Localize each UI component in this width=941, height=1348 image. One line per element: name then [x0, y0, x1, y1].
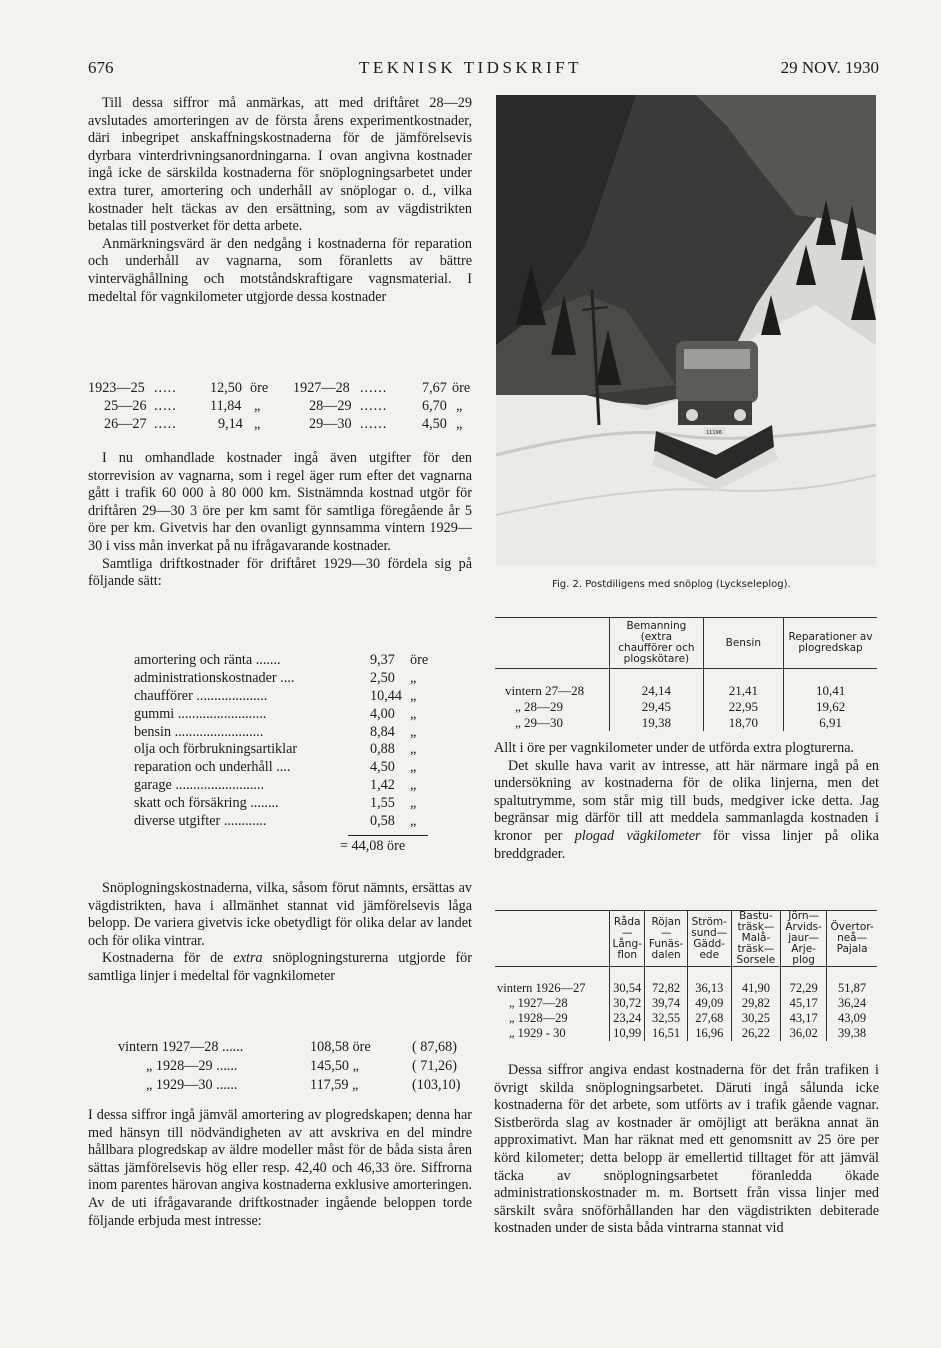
left-column-bottom [88, 1107, 472, 1230]
cost-item [134, 741, 434, 759]
dots: ..... [154, 416, 177, 432]
cost-item [134, 688, 434, 706]
winter-excl-value: ( 71,26) [412, 1058, 457, 1074]
cost-item [134, 777, 434, 795]
cost-label: amortering och ränta ....... [134, 652, 281, 668]
year-cost-list [88, 379, 478, 433]
table-cell: 23,24 [610, 1011, 645, 1026]
issue-date: 29 NOV. 1930 [780, 58, 879, 77]
table-cell: 16,51 [645, 1026, 687, 1041]
cost-unit: „ [410, 741, 417, 758]
cost-unit: „ [410, 723, 417, 740]
table-row [495, 683, 877, 699]
text-run: snöplogningsturerna utgjorde för samtliga linjer i medeltal för vagnkilometer [88, 950, 472, 984]
table-cell: 36,02 [781, 1026, 827, 1041]
table-cell: 30,25 [731, 1011, 780, 1026]
period: 25—26 [104, 398, 147, 414]
journal-title: TEKNISK TIDSKRIFT [358, 58, 583, 77]
figure-caption: Fig. 2. Postdiligens med snöplog (Lyckseleplog). [552, 579, 791, 590]
dots: ..... [154, 380, 177, 396]
paragraph: Dessa siffror angiva endast kostnaderna för det från trafiken i övrigt skilda snöplogningsarbetet. Däruti ingå sålunda icke kostnaderna för det arbete, som utförts av i trafik gående vagnar. Sistberörda slag av kostnader är omöjligt att beräkna annat än approximativt. Man har räknat med ett genomsnitt av 25 öre per körd kilometer; detta belopp är emellertid tilltaget för att jämväl täcka av snöplogningsarbetet föranledda ökade administrationskostnader m. m. Bortsett från vissa linjer med särskilt svåra snöförhållanden har den vägdistrikten debiterade kostnaden under de sista båda vintrarna stannat vid [494, 1062, 879, 1237]
value: 12,50 [210, 380, 242, 396]
table-cell: 21,41 [703, 683, 784, 699]
cost-total: = 44,08 öre [340, 838, 406, 854]
unit: öre [250, 380, 269, 396]
value: 9,14 [218, 416, 243, 432]
cost-value: 10,44 [370, 687, 402, 704]
year-cost-row [88, 379, 478, 397]
table-row [495, 1011, 877, 1026]
table-cell: 49,09 [687, 996, 731, 1011]
winter-cost-row [88, 1076, 478, 1095]
column-header: Bensin [703, 618, 784, 669]
cost-unit: „ [410, 687, 417, 704]
text-run: Det skulle hava varit av intresse, att här närmare ingå på en undersökning av kostnaderna för de olika linjerna, men det spaltutrymme, som står mig till buds, medgiver icke detta. Jag begränsar mig därför till att meddela sammanlagda kostnaden i kronor per [494, 757, 879, 844]
table-cell: 36,24 [838, 995, 867, 1010]
left-column-lower [88, 880, 472, 986]
cost-item [134, 724, 434, 742]
row-label: vintern 27—28 [495, 683, 610, 699]
cost-value: 4,00 [370, 705, 395, 722]
unit: „ [456, 416, 463, 432]
cost-breakdown-list [134, 652, 434, 831]
dots: ...... [360, 398, 388, 414]
table-cell: 32,55 [645, 1011, 687, 1026]
cost-unit: „ [410, 777, 417, 794]
row-label: „ 28—29 [495, 699, 610, 715]
table-cell: 10,99 [610, 1026, 645, 1041]
cost-value: 9,37 [370, 652, 395, 668]
winter-label: „ 1928—29 ...... [146, 1058, 238, 1074]
winter-value: 117,59 „ [310, 1077, 359, 1093]
table-cell: 10,41 [815, 682, 846, 698]
cost-label: olja och förbrukningsartiklar [134, 741, 298, 758]
column-header: Övertor-neå—Pajala [830, 921, 874, 955]
table-corner [495, 618, 610, 669]
table-row [495, 981, 877, 996]
cost-unit: öre [410, 652, 429, 668]
row-label: „ 1927—28 [495, 996, 610, 1011]
table-cell: 43,09 [838, 1010, 867, 1025]
table-cell: 26,22 [731, 1026, 780, 1041]
period: 26—27 [104, 416, 147, 432]
winter-value: 108,58 öre [310, 1039, 371, 1055]
table-cell: 51,87 [838, 980, 867, 995]
table-cell: 24,14 [610, 683, 703, 699]
cost-value: 0,58 [370, 813, 395, 830]
cost-value: 4,50 [370, 759, 395, 776]
left-column-top [88, 95, 472, 306]
winter-label: vintern 1927—28 ...... [118, 1039, 244, 1055]
cost-item [134, 706, 434, 724]
table-cell: 41,90 [731, 981, 780, 996]
table-cell: 45,17 [781, 996, 827, 1011]
right-column-middle [494, 740, 879, 863]
paragraph [494, 758, 879, 864]
winter-cost-row [88, 1057, 478, 1076]
table-cell: 39,74 [645, 996, 687, 1011]
sum-rule [348, 835, 428, 836]
paragraph: Allt i öre per vagnkilometer under de utförda extra plogturerna. [494, 740, 855, 756]
table-corner [495, 911, 610, 967]
unit: „ [254, 416, 261, 432]
table-cell: 16,96 [687, 1026, 731, 1041]
column-header: Reparationer av plogredskap [788, 631, 873, 654]
cost-item [134, 652, 434, 670]
paragraph: I dessa siffror ingå jämväl amortering av plogredskapen; denna har med hänsyn till nödvändigheten av att avskriva en del mindre hållbara plogredskap av äldre modeller måst för de båda sista åren sättas jämförelsevis hög eller resp. 42,40 och 46,33 öre. Siffrorna inom parentes härovan angiva kostnaderna exklusive amorteringen. Av de uti ifrågavarande driftkostnader ingående beloppen torde följande erbjuda mest intresse: [88, 1107, 472, 1229]
table-cell: 22,95 [703, 699, 784, 715]
table-cell: 19,62 [815, 698, 846, 714]
cost-label: chaufförer .................... [134, 687, 268, 704]
emphasis: extra [233, 950, 263, 967]
table-row [495, 996, 877, 1011]
table-cell: 27,68 [687, 1011, 731, 1026]
cost-label: skatt och försäkring ........ [134, 795, 279, 812]
cost-label: diverse utgifter ............ [134, 813, 267, 830]
cost-unit: „ [410, 813, 417, 830]
cost-label: bensin ......................... [134, 723, 264, 740]
table-header-row [495, 618, 877, 669]
cost-label: garage ......................... [134, 777, 265, 794]
table-row [495, 699, 877, 715]
table-header-row [495, 911, 877, 967]
unit: „ [456, 398, 463, 414]
cost-item [134, 759, 434, 777]
table-row [495, 1026, 877, 1041]
table-cell: 43,17 [781, 1011, 827, 1026]
period: 1927—28 [293, 380, 350, 396]
column-header: Bastu-träsk—Malå-träsk—Sorsele [731, 911, 780, 967]
plow-cost-table [495, 617, 877, 731]
column-header: Jörn—Arvids-jaur—Arje-plog [781, 911, 827, 967]
license-plate-text: 11196 [706, 430, 722, 436]
cost-item [134, 813, 434, 831]
cost-label: gummi ......................... [134, 705, 267, 722]
cost-label: administrationskostnader .... [134, 669, 295, 686]
table-cell: 72,29 [781, 981, 827, 996]
cost-unit: „ [410, 705, 417, 722]
cost-value: 2,50 [370, 669, 395, 686]
column-header: Röjan—Funäs-dalen [645, 911, 687, 967]
table-row [495, 715, 877, 731]
unit: „ [254, 398, 261, 414]
paragraph: Till dessa siffror må anmärkas, att med driftåret 28—29 avslutades amorteringen av de första årens experimentkostnader, däri inbegripet anskaffningskostnaderna för de jämförelsevis dyrbara vinterdrivningsanordningarna. I ovan angivna kostnader ingå icke de särskilda kostnaderna för snöplogningsarbetet under extra turer, amortering och underhåll av snöplogar o. d., vilka kostnader helt täckas av den ersättning, som av vägdistrikten betalas till postverket för detta arbete. [88, 95, 472, 235]
winter-value: 145,50 „ [310, 1058, 359, 1074]
table-cell: 72,82 [645, 981, 687, 996]
cost-item [134, 670, 434, 688]
year-cost-row [88, 397, 478, 415]
winter-cost-row [88, 1038, 478, 1057]
winter-excl-value: ( 87,68) [412, 1039, 457, 1055]
table-cell: 30,54 [610, 981, 645, 996]
table-cell: 36,13 [687, 981, 731, 996]
emphasis: plogad vägkilometer [574, 827, 701, 844]
cost-label: reparation och underhåll .... [134, 759, 291, 776]
value: 7,67 [422, 380, 447, 396]
column-header: Ström-sund—Gädd-ede [687, 911, 731, 967]
value: 11,84 [210, 398, 242, 414]
table-cell: 18,70 [703, 715, 784, 731]
period: 1923—25 [88, 380, 145, 396]
column-header: Råda—Lång-flon [610, 911, 645, 967]
table-cell: 6,91 [819, 714, 842, 730]
row-label: „ 1928—29 [495, 1011, 610, 1026]
cost-value: 1,55 [370, 795, 395, 812]
cost-item [134, 795, 434, 813]
cost-unit: „ [410, 795, 417, 812]
dots: ...... [360, 380, 388, 396]
paragraph: I nu omhandlade kostnader ingå även utgifter för den storrevision av vagnarna, som i regel äger rum efter det vagnarna gått i trafik 60 000 à 80 000 km. Sistnämnda kostnad utgör för driftåren 29—30 3 öre per km samt för samtliga föregående år 5 öre per km. Givetvis har den ovanligt gynnsamma vintern 1929—30 i viss mån inverkat på nu ifrågavarande kostnader. [88, 450, 472, 554]
year-cost-row [88, 415, 478, 433]
photo-illustration [496, 95, 876, 565]
column-header: Bemanning (extra chaufförer och plogskötare) [610, 618, 703, 669]
dots: ...... [360, 416, 388, 432]
winter-excl-value: (103,10) [412, 1077, 461, 1093]
table-cell: 19,38 [610, 715, 703, 731]
winter-cost-list [88, 1038, 478, 1095]
text-run: Kostnaderna för de [102, 950, 234, 967]
paragraph: Samtliga driftkostnader för driftåret 1929—30 fördela sig på följande sätt: [88, 555, 472, 590]
dots: ..... [154, 398, 177, 414]
cost-value: 1,42 [370, 777, 395, 794]
paragraph: Anmärkningsvärd är den nedgång i kostnaderna för reparation och underhåll av vagnarna, som föranletts av bättre vinterväghållning och motståndskraftigare vagnsmaterial. I medeltal för vagnkilometer utgjorde dessa kostnader [88, 235, 472, 305]
text-run: för vissa linjer på olika breddgrader. [494, 827, 879, 862]
cost-value: 0,88 [370, 741, 395, 758]
table-cell: 29,82 [731, 996, 780, 1011]
value: 4,50 [422, 416, 447, 432]
cost-unit: „ [410, 759, 417, 776]
right-column-bottom [494, 1062, 879, 1238]
cost-value: 8,84 [370, 723, 395, 740]
table-cell: 29,45 [610, 699, 703, 715]
snowplow-photo [496, 95, 876, 565]
paragraph: Snöplogningskostnaderna, vilka, såsom förut nämnts, ersättas av vägdistrikten, hava i allmänhet stannat vid jämförelsevis låga belopp. De variera givetvis icke obetydligt för olika delar av landet och för olika vintrar. [88, 880, 472, 949]
page-number: 676 [88, 58, 114, 77]
left-column-middle [88, 450, 472, 591]
paragraph [88, 950, 472, 985]
cost-unit: „ [410, 669, 417, 686]
line-cost-table [495, 910, 877, 1041]
value: 6,70 [422, 398, 447, 414]
table-cell: 30,72 [610, 996, 645, 1011]
winter-label: „ 1929—30 ...... [146, 1077, 238, 1093]
row-label: „ 1929 - 30 [495, 1026, 610, 1041]
table-cell: 39,38 [838, 1025, 867, 1040]
unit: öre [452, 380, 471, 396]
row-label: „ 29—30 [495, 715, 610, 731]
period: 29—30 [309, 416, 352, 432]
row-label: vintern 1926—27 [495, 981, 610, 996]
period: 28—29 [309, 398, 352, 414]
